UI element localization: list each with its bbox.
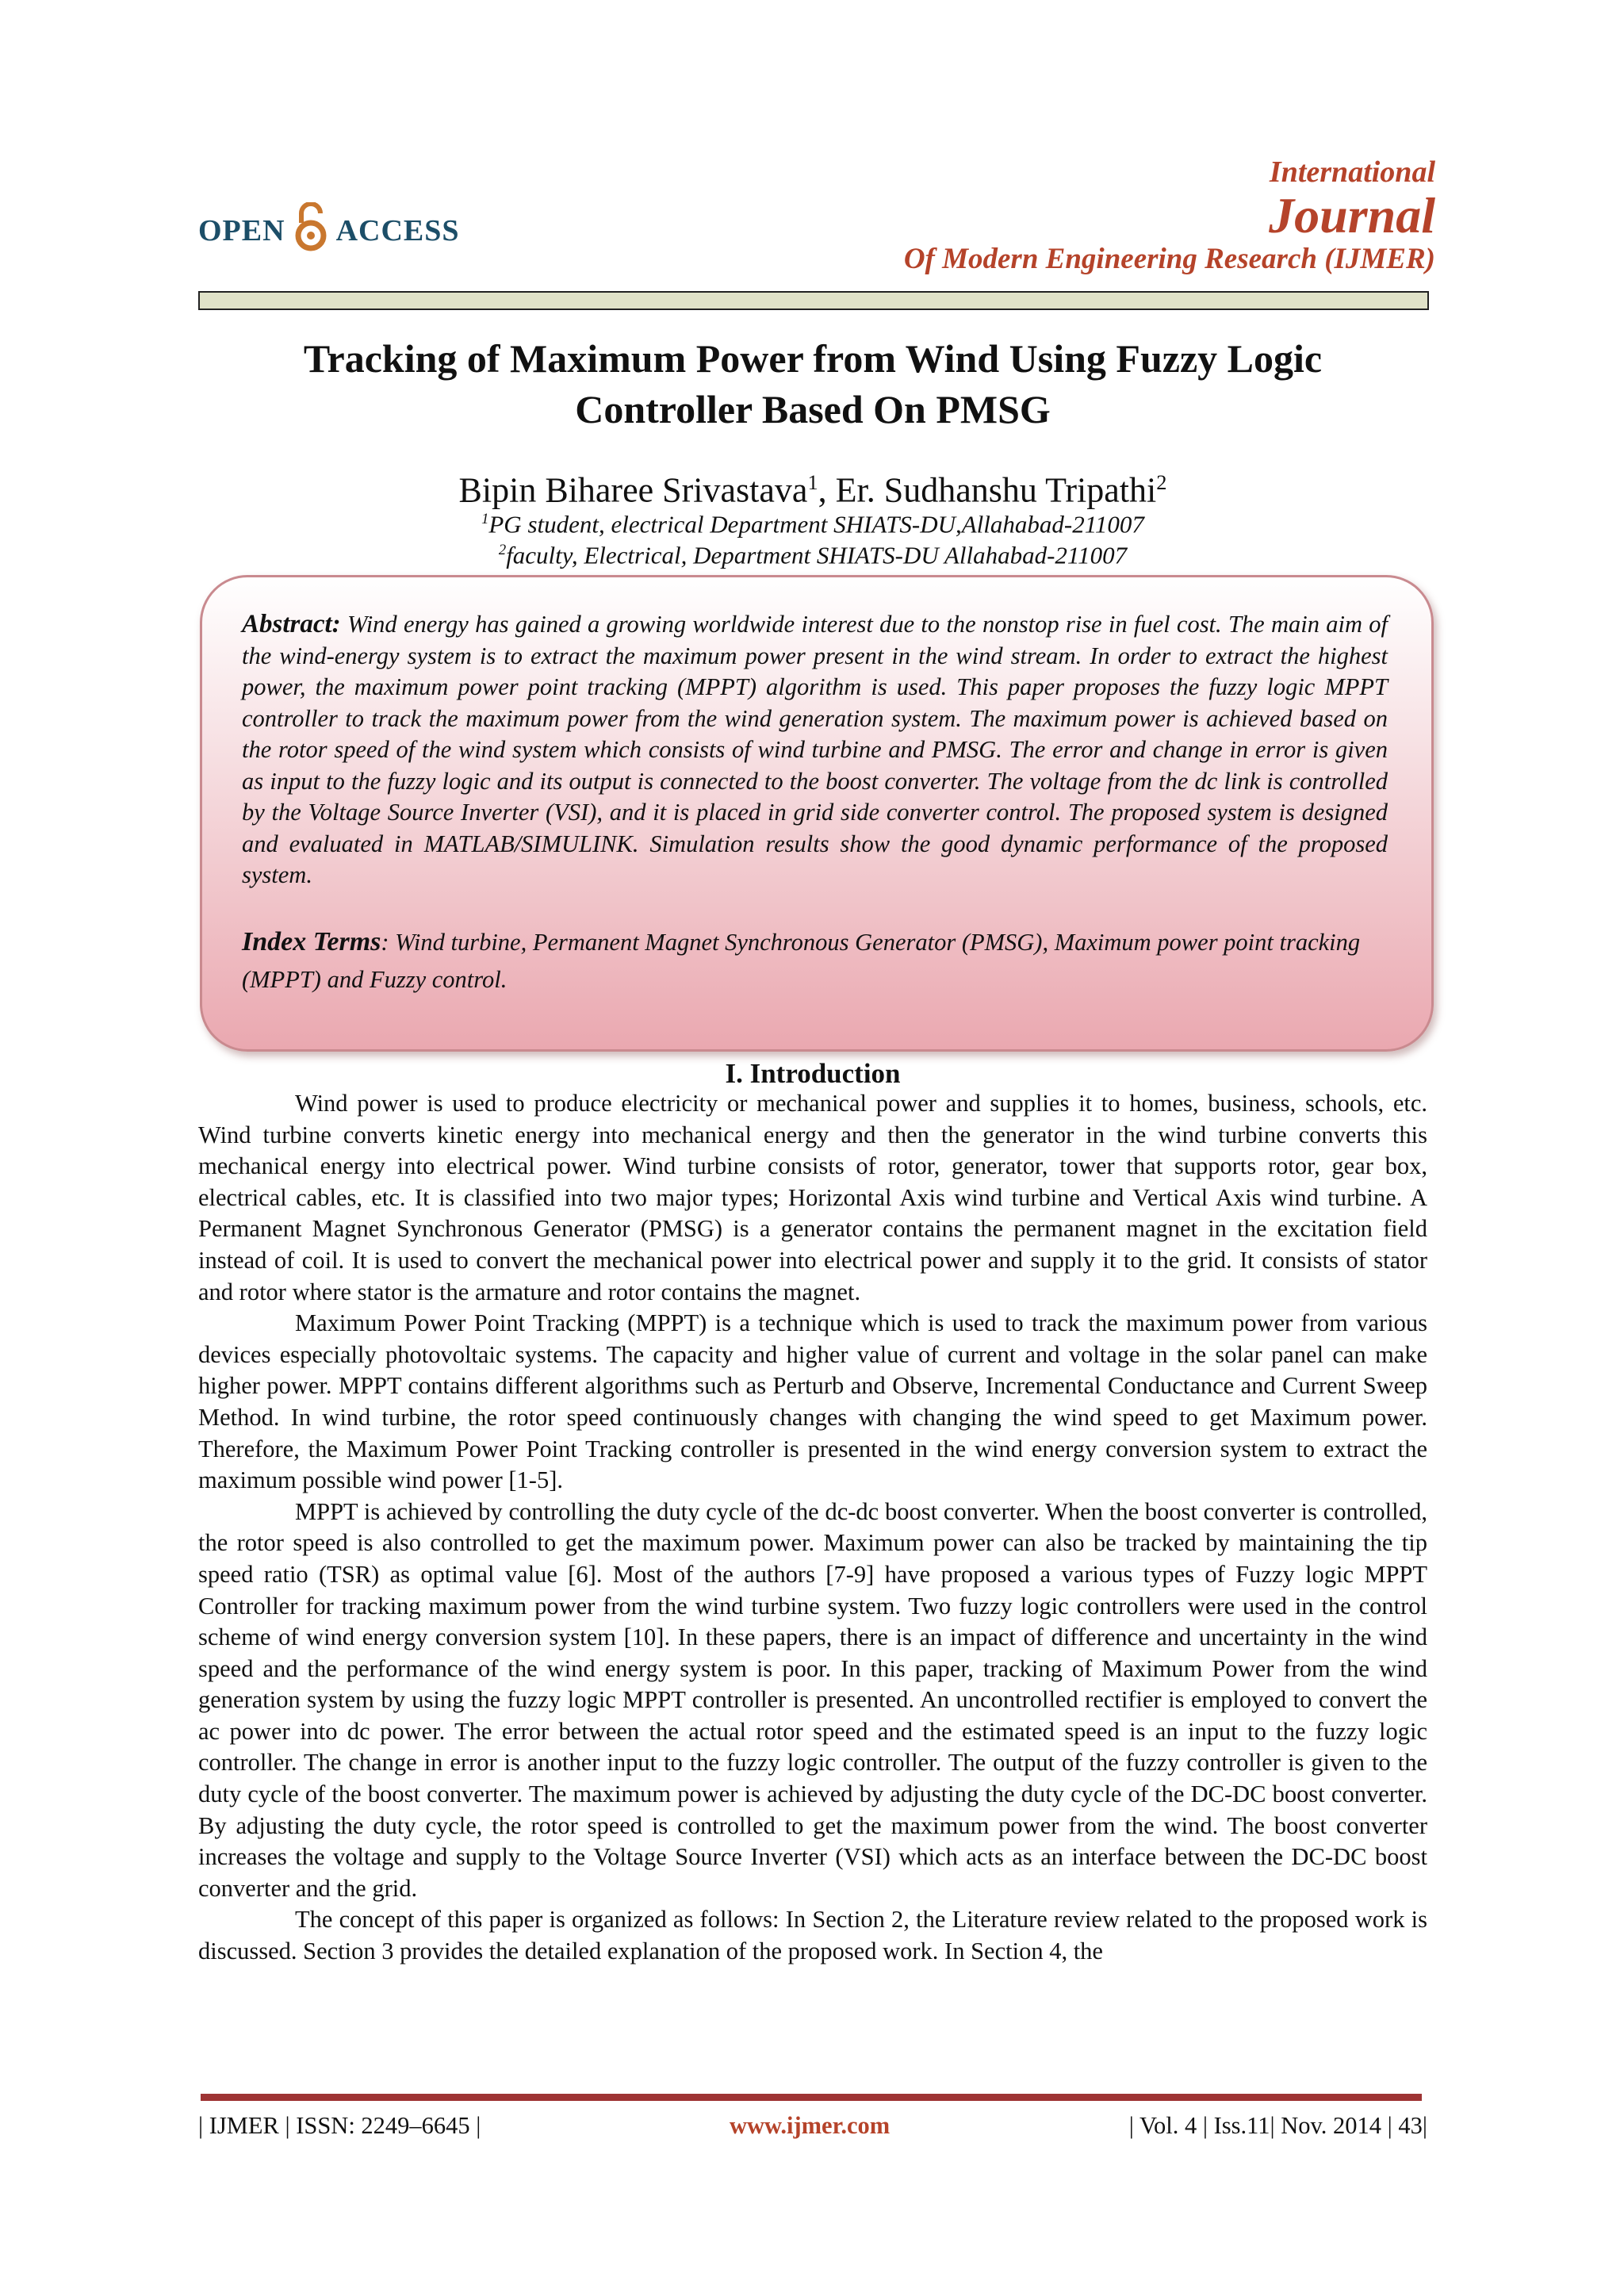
index-terms-body: : Wind turbine, Permanent Magnet Synchronous Generator (PMSG), Maximum power point tracking (MPPT) and Fuzzy control. bbox=[242, 929, 1361, 993]
footer-website-link[interactable]: www.ijmer.com bbox=[730, 2112, 891, 2139]
paper-title bbox=[198, 333, 1427, 435]
footer-volume-page: | Vol. 4 | Iss.11| Nov. 2014 | 43| bbox=[1128, 2112, 1427, 2139]
abstract bbox=[242, 609, 1388, 891]
paragraph: Wind power is used to produce electricity or mechanical power and supplies it to homes, business, schools, etc. Wind turbine converts kinetic energy into mechanical energy and then the generator in the wind turbine converts this mechanical energy into electrical power. Wind turbine consists of rotor, generator, tower that supports rotor, gear box, electrical cables, etc. It is classified into two major types; Horizontal Axis wind turbine and Vertical Axis wind turbine. A Permanent Magnet Synchronous Generator (PMSG) is a generator contains the permanent magnet in the excitation field instead of coil. It is used to convert the mechanical power into electrical power and supply it to the grid. It consists of stator and rotor where stator is the armature and rotor contains the magnet. bbox=[198, 1090, 1427, 1305]
header-rule bbox=[198, 291, 1429, 310]
journal-header bbox=[198, 155, 1435, 313]
author-2-affil-mark: 2 bbox=[1156, 470, 1167, 494]
abstract-body: Wind energy has gained a growing worldwide interest due to the nonstop rise in fuel cost. The main aim of the wind-energy system is to extract the maximum power present in the wind stream. In order to extract the highest power, the maximum power point tracking (MPPT) algorithm is used. This paper proposes the fuzzy logic MPPT controller to track the maximum power from the wind generation system. The maximum power is achieved based on the rotor speed of the wind system which consists of wind turbine and PMSG. The error and change in error is given as input to the fuzzy logic and its output is connected to the boost converter. The voltage from the dc link is controlled by the Voltage Source Inverter (VSI), and it is placed in grid side converter control. The proposed system is designed and evaluated in MATLAB/SIMULINK. Simulation results show the good dynamic performance of the proposed system. bbox=[242, 611, 1388, 888]
author-1: Bipin Biharee Srivastava bbox=[458, 470, 808, 510]
affiliation-1 bbox=[198, 504, 1427, 539]
affiliation-2-text: faculty, Electrical, Department SHIATS-DU Allahabad-211007 bbox=[506, 541, 1128, 569]
footer-rule bbox=[201, 2094, 1422, 2101]
index-terms bbox=[242, 923, 1388, 999]
paragraph: Maximum Power Point Tracking (MPPT) is a technique which is used to track the maximum power from various devices especially photovoltaic systems. The capacity and higher value of current and voltage in the solar panel can make higher power. MPPT contains different algorithms such as Perturb and Observe, Incremental Conductance and Current Sweep Method. In wind turbine, the rotor speed continuously changes with changing the wind speed to get Maximum power. Therefore, the Maximum Power Point Tracking controller is presented in the wind energy conversion system to extract the maximum possible wind power [1-5]. bbox=[198, 1309, 1427, 1494]
paper-title-line1: Tracking of Maximum Power from Wind Using Fuzzy Logic bbox=[303, 336, 1323, 381]
open-access-logo bbox=[198, 202, 460, 259]
section-heading: I. Introduction bbox=[725, 1058, 901, 1089]
open-lock-icon bbox=[295, 202, 327, 259]
affiliation-1-mark: 1 bbox=[481, 511, 489, 527]
page-footer bbox=[198, 2108, 1427, 2143]
author-2: , Er. Sudhanshu Tripathi bbox=[818, 470, 1157, 510]
open-access-right-text: ACCESS bbox=[335, 214, 460, 247]
index-terms-label: Index Terms bbox=[242, 927, 381, 956]
paper-title-line2: Controller Based On PMSG bbox=[575, 387, 1051, 431]
paragraph: The concept of this paper is organized as follows: In Section 2, the Literature review related to the proposed work is discussed. Section 3 provides the detailed explanation of the proposed work. In Section 4, the bbox=[198, 1906, 1427, 1965]
affiliation-2 bbox=[198, 535, 1427, 570]
journal-name-line1: International bbox=[1269, 155, 1435, 189]
paragraph: MPPT is achieved by controlling the duty cycle of the dc-dc boost converter. When the boost converter is controlled, the rotor speed is also controlled to get the maximum power. Maximum power can also be tracked by maintaining the tip speed ratio (TSR) as optimal value [6]. Most of the authors [7-9] have proposed a various types of Fuzzy logic MPPT Controller for tracking maximum power from the wind turbine system. Two fuzzy logic controllers were used in the control scheme of wind energy conversion system [10]. In these papers, there is an impact of difference and uncertainty in the wind speed and the performance of the wind energy system is poor. In this paper, tracking of Maximum Power from the wind generation system by using the fuzzy logic MPPT controller is presented. An uncontrolled rectifier is employed to convert the ac power into dc power. The error between the actual rotor speed and the estimated speed is an input to the fuzzy logic controller. The change in error is another input to the fuzzy logic controller. The output of the fuzzy controller is given to the duty cycle of the boost converter. The maximum power is achieved by adjusting the duty cycle of the DC-DC boost converter. By adjusting the duty cycle, the rotor speed is controlled to get the maximum power from the wind. The boost converter increases the voltage and supply to the Voltage Source Inverter (VSI) which acts as an interface between the DC-DC boost converter and the grid. bbox=[198, 1497, 1427, 1902]
open-access-left-text: OPEN bbox=[198, 214, 285, 247]
journal-name-line3: Of Modern Engineering Research (IJMER) bbox=[903, 243, 1435, 275]
journal-name-block bbox=[904, 155, 1435, 277]
section-body bbox=[198, 1088, 1427, 1968]
footer-journal-issn: | IJMER | ISSN: 2249–6645 | bbox=[198, 2112, 481, 2139]
abstract-label: Abstract: bbox=[242, 610, 341, 638]
journal-name-line2: Journal bbox=[1269, 187, 1435, 243]
author-1-affil-mark: 1 bbox=[807, 470, 818, 494]
affiliation-2-mark: 2 bbox=[498, 542, 507, 558]
affiliation-1-text: PG student, electrical Department SHIATS-DU,Allahabad-211007 bbox=[488, 510, 1144, 539]
